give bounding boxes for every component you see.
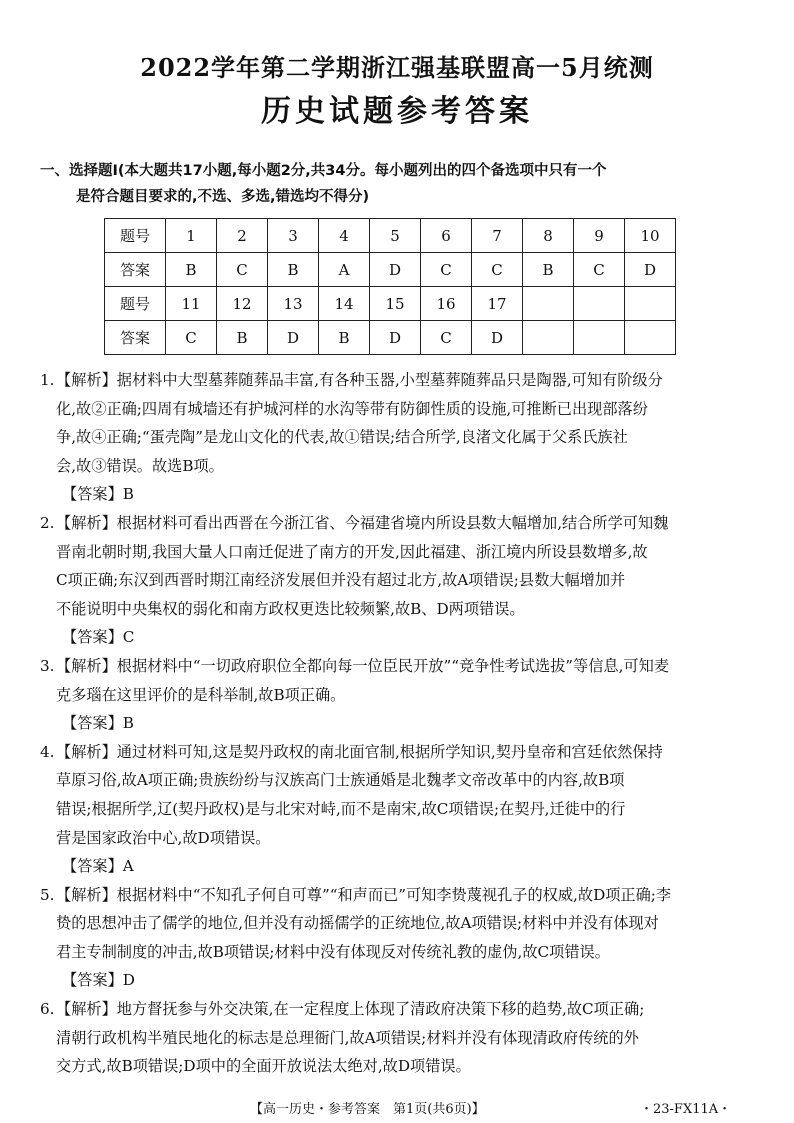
table-cell: 1	[166, 219, 217, 253]
table-cell: D	[370, 321, 421, 355]
table-cell: 16	[421, 287, 472, 321]
table-cell: 17	[472, 287, 523, 321]
explanation-line: 错误;根据所学,辽(契丹政权)是与北宋对峙,而不是南宋,故C项错误;在契丹,迁徙中的行	[56, 799, 626, 818]
explanation-item-5	[40, 881, 752, 995]
table-cell: B	[166, 253, 217, 287]
table-cell: 4	[319, 219, 370, 253]
item-number: 3.	[40, 656, 55, 675]
answer-line: 【答案】D	[62, 971, 135, 990]
table-cell: D	[625, 253, 676, 287]
answer-table	[104, 218, 676, 355]
table-cell	[523, 321, 574, 355]
table-cell: 3	[268, 219, 319, 253]
answer-line: 【答案】C	[62, 628, 135, 647]
explanation-item-1	[40, 366, 752, 509]
explanation-line: 化,故②正确;四周有城墙还有护城河样的水沟等带有防御性质的设施,可推断已出现部落纷	[56, 399, 648, 418]
table-cell: B	[217, 321, 268, 355]
explanation-item-6	[40, 995, 752, 1081]
table-cell: B	[523, 253, 574, 287]
explanation-line: 草原习俗,故A项正确;贵族纷纷与汉族高门士族通婚是北魏孝文帝改革中的内容,故B项	[56, 771, 625, 790]
answer-row-2	[105, 321, 676, 355]
explanation-line: 【解析】根据材料中“一切政府职位全都向每一位臣民开放”“竞争性考试选拔”等信息,可知麦	[56, 656, 670, 675]
table-cell	[625, 321, 676, 355]
table-cell: C	[166, 321, 217, 355]
explanation-line: 【解析】地方督抚参与外交决策,在一定程度上体现了清政府决策下移的趋势,故C项正确;	[56, 1000, 645, 1019]
row-label-question: 题号	[105, 219, 166, 253]
table-cell	[625, 287, 676, 321]
item-number: 4.	[40, 742, 55, 761]
explanation-line: 营是国家政治中心,故D项错误。	[56, 828, 271, 847]
explanation-line: 会,故③错误。故选B项。	[56, 456, 224, 475]
table-cell: 10	[625, 219, 676, 253]
table-cell: 7	[472, 219, 523, 253]
table-cell: 14	[319, 287, 370, 321]
table-cell: C	[421, 321, 472, 355]
explanation-line: 不能说明中央集权的弱化和南方政权更迭比较频繁,故B、D两项错误。	[56, 599, 525, 618]
explanation-item-2	[40, 509, 752, 652]
table-cell: 9	[574, 219, 625, 253]
table-cell: C	[421, 253, 472, 287]
item-number: 1.	[40, 371, 55, 389]
table-cell: 6	[421, 219, 472, 253]
explanation-line: 晋南北朝时期,我国大量人口南迁促进了南方的开发,因此福建、浙江境内所设县数增多,故	[56, 542, 648, 561]
document-subtitle: 历史试题参考答案	[261, 94, 533, 129]
explanation-line: 克多瑙在这里评价的是科举制,故B项正确。	[56, 685, 346, 704]
row-label-question: 题号	[105, 287, 166, 321]
table-cell: B	[268, 253, 319, 287]
table-cell: C	[472, 253, 523, 287]
table-cell: C	[217, 253, 268, 287]
item-number: 6.	[40, 1000, 55, 1019]
table-cell: 8	[523, 219, 574, 253]
table-cell: D	[370, 253, 421, 287]
table-cell: 12	[217, 287, 268, 321]
section-line-2: 是符合题目要求的,不选、多选,错选均不得分)	[76, 189, 370, 205]
explanations	[40, 366, 752, 1081]
item-number: 5.	[40, 885, 55, 904]
table-cell: D	[268, 321, 319, 355]
answer-line: 【答案】A	[62, 857, 134, 876]
table-cell: A	[319, 253, 370, 287]
answer-line: 【答案】B	[62, 714, 134, 733]
table-cell: D	[472, 321, 523, 355]
section-instructions	[40, 158, 760, 210]
explanation-item-3	[40, 652, 752, 738]
answer-row-1	[105, 253, 676, 287]
table-cell	[574, 321, 625, 355]
explanation-line: 【解析】根据材料可看出西晋在今浙江省、今福建省境内所设县数大幅增加,结合所学可知魏	[56, 513, 669, 532]
table-cell	[574, 287, 625, 321]
row-label-answer: 答案	[105, 253, 166, 287]
explanation-line: 【解析】根据材料中“不知孔子何自可尊”“和声而已”可知李贽蔑视孔子的权威,故D项正确;李	[56, 885, 672, 904]
explanation-line: 【解析】通过材料可知,这是契丹政权的南北面官制,根据所学知识,契丹皇帝和宫廷依然保持	[56, 742, 663, 761]
footer-code: ・23-FX11A・	[640, 1102, 732, 1117]
table-cell	[523, 287, 574, 321]
table-cell: 5	[370, 219, 421, 253]
answer-line: 【答案】B	[62, 485, 134, 504]
table-cell: B	[319, 321, 370, 355]
table-cell: 13	[268, 287, 319, 321]
footer-page-info: 【高一历史・参考答案 第1页(共6页)】	[250, 1102, 485, 1117]
row-label-answer: 答案	[105, 321, 166, 355]
explanation-line: 交方式,故B项错误;D项中的全面开放说法太绝对,故D项错误。	[56, 1057, 471, 1076]
table-cell: 2	[217, 219, 268, 253]
question-row-1	[105, 219, 676, 253]
explanation-line: 君主专制制度的冲击,故B项错误;材料中没有体现反对传统礼教的虚伪,故C项错误。	[56, 942, 610, 961]
explanation-line: 清朝行政机构半殖民地化的标志是总理衙门,故A项错误;材料并没有体现清政府传统的外	[56, 1028, 639, 1047]
table-cell: C	[574, 253, 625, 287]
item-number: 2.	[40, 513, 55, 532]
table-cell: 11	[166, 287, 217, 321]
explanation-line: 贽的思想冲击了儒学的地位,但并没有动摇儒学的正统地位,故A项错误;材料中并没有体现对	[56, 914, 659, 933]
exam-title: 2022学年第二学期浙江强基联盟高一5月统测	[140, 53, 654, 82]
section-line-1: 一、选择题Ⅰ(本大题共17小题,每小题2分,共34分。每小题列出的四个备选项中只有一个	[40, 163, 607, 179]
explanation-line: 争,故④正确;“蛋壳陶”是龙山文化的代表,故①错误;结合所学,良渚文化属于父系氏族社	[56, 428, 628, 447]
explanation-item-4	[40, 738, 752, 881]
explanation-line: C项正确;东汉到西晋时期江南经济发展但并没有超过北方,故A项错误;县数大幅增加并	[56, 571, 626, 590]
explanation-line: 【解析】据材料中大型墓葬随葬品丰富,有各种玉器,小型墓葬随葬品只是陶器,可知有阶级分	[56, 371, 663, 389]
question-row-2	[105, 287, 676, 321]
table-cell: 15	[370, 287, 421, 321]
